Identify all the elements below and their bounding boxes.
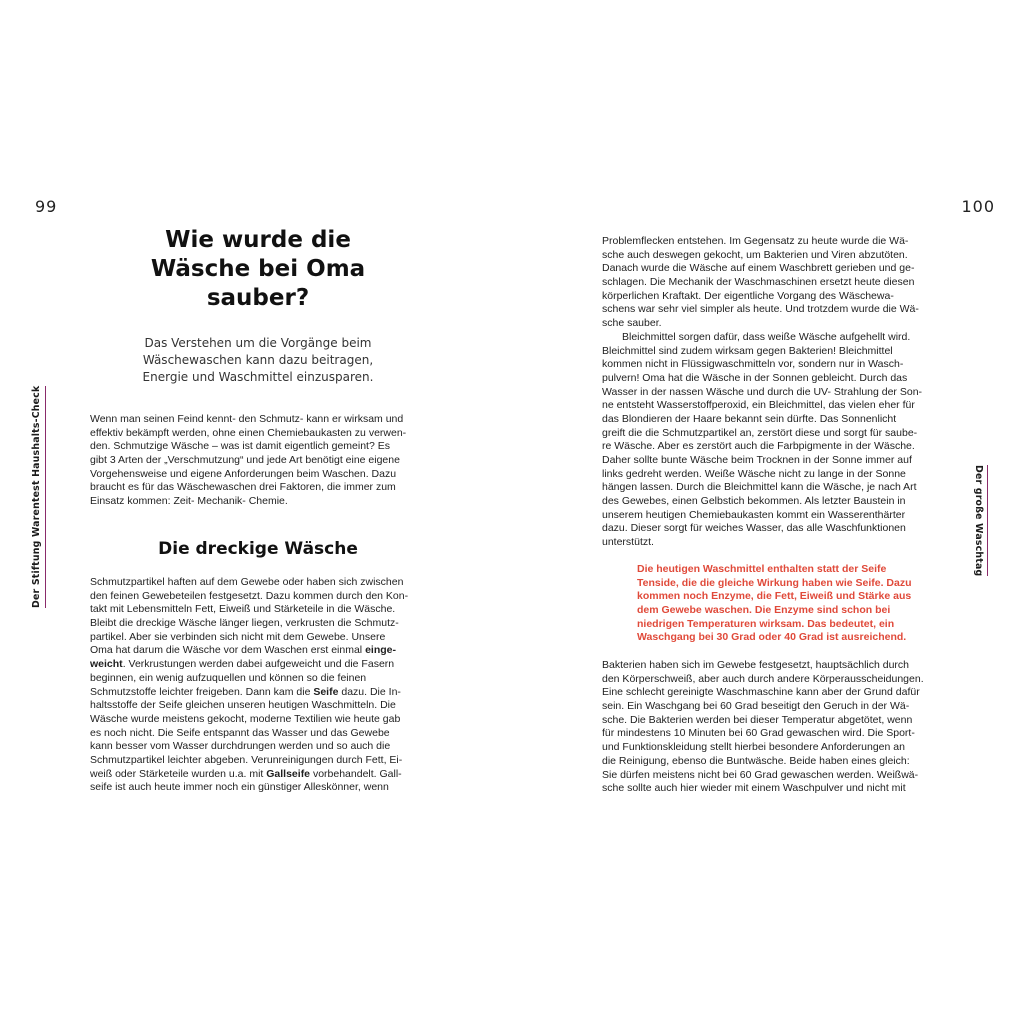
text-run: links gedreht werden. Weiße Wäsche nicht zu lange in der Sonne xyxy=(602,467,906,480)
section-heading: Die dreckige Wäsche xyxy=(158,539,358,559)
text-run: haltsstoffe der Seife gleichen unseren heutigen Waschmitteln. Die xyxy=(90,699,396,712)
text-line xyxy=(602,468,922,482)
text-line xyxy=(602,495,922,509)
text-line xyxy=(90,768,408,782)
text-run: Wäsche wurde meistens gekocht, moderne Textilien wie heute gab xyxy=(90,712,401,725)
text-line xyxy=(602,427,922,441)
subtitle-line: Wäschewaschen kann dazu beitragen, xyxy=(142,353,374,367)
text-run: sche auch deswegen gekocht, um Bakterien und Viren abzutöten. xyxy=(602,248,908,261)
text-run: seife ist auch heute immer noch ein günstiger Alleskönner, wenn xyxy=(90,781,389,794)
callout-line: dem Gewebe waschen. Die Enzyme sind schon bei xyxy=(637,604,891,617)
callout-line: Tenside, die die gleiche Wirkung haben wie Seife. Dazu xyxy=(637,576,912,589)
running-head-left: Der Stiftung Warentest Haushalts-Check xyxy=(31,386,46,608)
text-run: Bleichmittel sorgen dafür, dass weiße Wäsche aufgehellt wird. xyxy=(622,330,911,343)
text-line xyxy=(90,686,408,700)
text-line xyxy=(90,727,408,741)
subtitle xyxy=(118,335,398,386)
text-line: den. Schmutzige Wäsche – was ist damit eigentlich gemeint? Es xyxy=(90,440,390,453)
callout-line: Die heutigen Waschmittel enthalten statt der Seife xyxy=(637,563,887,575)
text-run: Wasser in der nassen Wäsche und durch die UV- Strahlung der Son- xyxy=(602,385,923,398)
text-line: den Körperschweiß, aber auch durch andere Körperausscheidungen. xyxy=(602,672,924,685)
bold-term: Gallseife xyxy=(266,767,311,780)
text-run: Daher sollte bunte Wäsche beim Trocknen in der Sonne immer auf xyxy=(602,454,912,466)
text-line: die Reinigung, ebenso die Buntwäsche. Beide haben eines gleich: xyxy=(602,754,910,767)
page-number-left: 99 xyxy=(35,197,58,216)
text-line xyxy=(602,481,922,495)
text-run: greift die die Schmutzpartikel an, zerstört diese und sorgt für saube- xyxy=(602,426,918,439)
text-run: sche sauber. xyxy=(602,317,662,330)
text-run: dazu. Die In- xyxy=(338,685,401,698)
intro-paragraph xyxy=(90,413,406,509)
text-line: braucht es für das Wäschewaschen drei Faktoren, die immer zum xyxy=(90,481,396,494)
text-line xyxy=(602,317,922,331)
text-run: unserem heutigen Chemiebaukasten kommt ein Wasserenthärter xyxy=(602,508,906,521)
text-run: Schmutzstoffe leichter freigeben. Dann kam die xyxy=(90,685,314,698)
text-line xyxy=(602,399,922,413)
text-line xyxy=(602,358,922,372)
text-line xyxy=(90,754,408,768)
subtitle-line: Energie und Waschmittel einzusparen. xyxy=(142,370,374,384)
right-column-bottom xyxy=(602,659,924,796)
section-body xyxy=(90,576,408,795)
text-line: und Funktionskleidung stellt hierbei besondere Anforderungen an xyxy=(602,741,905,754)
text-line: gibt 3 Arten der „Verschmutzung“ und jede Art benötigt eine eigene xyxy=(90,454,400,467)
text-run: hängen lassen. Durch die Bleichmittel kann die Wäsche, je nach Art xyxy=(602,481,917,494)
subtitle-line: Das Verstehen um die Vorgänge beim xyxy=(144,336,372,350)
text-run: körperlichen Kraftakt. Der eigentliche Vorgang des Wäschewa- xyxy=(602,289,894,302)
text-line xyxy=(602,509,922,523)
text-line xyxy=(602,345,922,359)
text-line xyxy=(90,781,408,795)
text-run: des Gewebes, einen Gelbstich bekommen. Als letzter Baustein in xyxy=(602,495,906,508)
title-line: sauber? xyxy=(206,285,310,311)
text-line xyxy=(90,658,408,672)
text-line xyxy=(602,536,922,550)
text-line xyxy=(602,249,922,263)
text-line: Eine schlecht gereinigte Waschmaschine kann aber der Grund dafür xyxy=(602,686,920,699)
page-title xyxy=(110,226,406,313)
text-line xyxy=(602,331,922,345)
text-line: Vorgehensweise und eigene Anforderungen beim Waschen. Dazu xyxy=(90,467,397,480)
text-run: Oma hat darum die Wäsche vor dem Waschen erst einmal xyxy=(90,644,366,657)
text-line xyxy=(602,290,922,304)
text-line xyxy=(602,413,922,427)
callout-box xyxy=(637,563,912,645)
text-line xyxy=(602,440,922,454)
text-line: Sie dürfen meistens nicht bei 60 Grad gewaschen werden. Weißwä- xyxy=(602,768,919,781)
text-line xyxy=(90,617,408,631)
text-line xyxy=(602,303,922,317)
text-run: partikel. Aber sie verbinden sich nicht mit dem Gewebe. Unsere xyxy=(90,630,386,643)
text-line: effektiv bekämpft werden, ohne einen Chemiebaukasten zu verwen- xyxy=(90,426,407,439)
text-line xyxy=(90,644,408,658)
callout-line: Waschgang bei 30 Grad oder 40 Grad ist ausreichend. xyxy=(637,631,907,644)
text-run: re Wäsche. Aber es zerstört auch die Farbpigmente in der Wäsche. xyxy=(602,440,915,453)
text-line: sein. Ein Waschgang bei 60 Grad beseitigt den Geruch in der Wä- xyxy=(602,700,910,713)
text-line xyxy=(90,740,408,754)
text-line: Wenn man seinen Feind kennt- den Schmutz- kann er wirksam und xyxy=(90,413,404,425)
text-line xyxy=(602,235,922,249)
callout-line: niedrigen Temperaturen wirksam. Das bedeutet, ein xyxy=(637,617,895,630)
text-line: Einsatz kommen: Zeit- Mechanik- Chemie. xyxy=(90,495,288,508)
text-line xyxy=(602,262,922,276)
text-run: weiß oder Stärketeile wurden u.a. mit xyxy=(90,767,267,780)
text-line xyxy=(90,590,408,604)
text-run: Bleibt die dreckige Wäsche länger liegen, verkrusten die Schmutz- xyxy=(90,617,399,630)
text-line xyxy=(602,276,922,290)
text-run: schens war sehr viel simpler als heute. Und trotzdem wurde die Wä- xyxy=(602,303,919,316)
page-number-right: 100 xyxy=(961,197,995,216)
text-run: kommen nicht in Flüssigwaschmitteln vor, sondern nur in Wasch- xyxy=(602,358,904,371)
text-run: Danach wurde die Wäsche auf einem Waschbrett gerieben und ge- xyxy=(602,262,915,275)
text-line xyxy=(90,713,408,727)
title-line: Wie wurde die xyxy=(165,227,351,253)
text-run: schlagen. Die Mechanik der Waschmaschinen ersetzt heute diesen xyxy=(602,276,915,289)
right-column-body xyxy=(602,235,922,550)
text-line xyxy=(602,386,922,400)
text-line: für mindestens 10 Minuten bei 60 Grad gewaschen wird. Die Sport- xyxy=(602,727,915,740)
text-line: Bakterien haben sich im Gewebe festgesetzt, hauptsächlich durch xyxy=(602,659,910,671)
text-run: ne entsteht Wasserstoffperoxid, ein Bleichmittel, das vielen eher für xyxy=(602,399,915,412)
text-run: Schmutzpartikel leichter abgeben. Verunreinigungen durch Fett, Ei- xyxy=(90,753,403,766)
bold-term: einge- xyxy=(365,644,396,657)
text-run: beginnen, ein wenig aufzuquellen und können so die feinen xyxy=(90,671,367,684)
text-line xyxy=(602,454,922,468)
text-run: Bleichmittel sind zudem wirksam gegen Bakterien! Bleichmittel xyxy=(602,344,893,357)
text-run: kann besser vom Wasser durchdrungen werden und so auch die xyxy=(90,740,391,753)
text-line: sche. Die Bakterien werden bei dieser Temperatur abgetötet, wenn xyxy=(602,713,913,726)
text-line xyxy=(602,372,922,386)
text-run: dazu. Dieser sorgt für weiches Wasser, das alle Waschfunktionen xyxy=(602,522,906,535)
text-line xyxy=(90,672,408,686)
text-run: . Verkrustungen werden dabei aufgeweicht und die Fasern xyxy=(122,658,395,671)
bold-term: weicht xyxy=(90,658,123,671)
text-line xyxy=(90,631,408,645)
text-run: es noch nicht. Die Seife entspannt das Wasser und das Gewebe xyxy=(90,726,390,739)
text-line xyxy=(90,603,408,617)
text-run: vorbehandelt. Gall- xyxy=(310,767,402,780)
title-line: Wäsche bei Oma xyxy=(150,256,366,282)
text-line xyxy=(90,576,408,590)
text-line xyxy=(602,522,922,536)
text-run: Problemflecken entstehen. Im Gegensatz zu heute wurde die Wä- xyxy=(602,235,909,247)
bold-term: Seife xyxy=(313,685,339,698)
text-run: das Blondieren der Haare bekannt sein dürfte. Das Sonnenlicht xyxy=(602,412,897,425)
text-run: pulvern! Oma hat die Wäsche in der Sonnen gebleicht. Durch das xyxy=(602,371,908,384)
text-run: unterstützt. xyxy=(602,536,654,549)
text-run: den feinen Gewebeteilen festgesetzt. Dazu kommen durch den Kon- xyxy=(90,589,409,602)
text-run: Schmutzpartikel haften auf dem Gewebe oder haben sich zwischen xyxy=(90,576,404,588)
callout-line: kommen noch Enzyme, die Fett, Eiweiß und Stärke aus xyxy=(637,590,912,603)
text-line: sche sollte auch hier wieder mit einem Waschpulver und nicht mit xyxy=(602,782,906,795)
running-head-right: Der große Waschtag xyxy=(973,465,988,576)
text-line xyxy=(90,699,408,713)
text-run: takt mit Lebensmitteln Fett, Eiweiß und Stärketeile in die Wäsche. xyxy=(90,603,396,616)
